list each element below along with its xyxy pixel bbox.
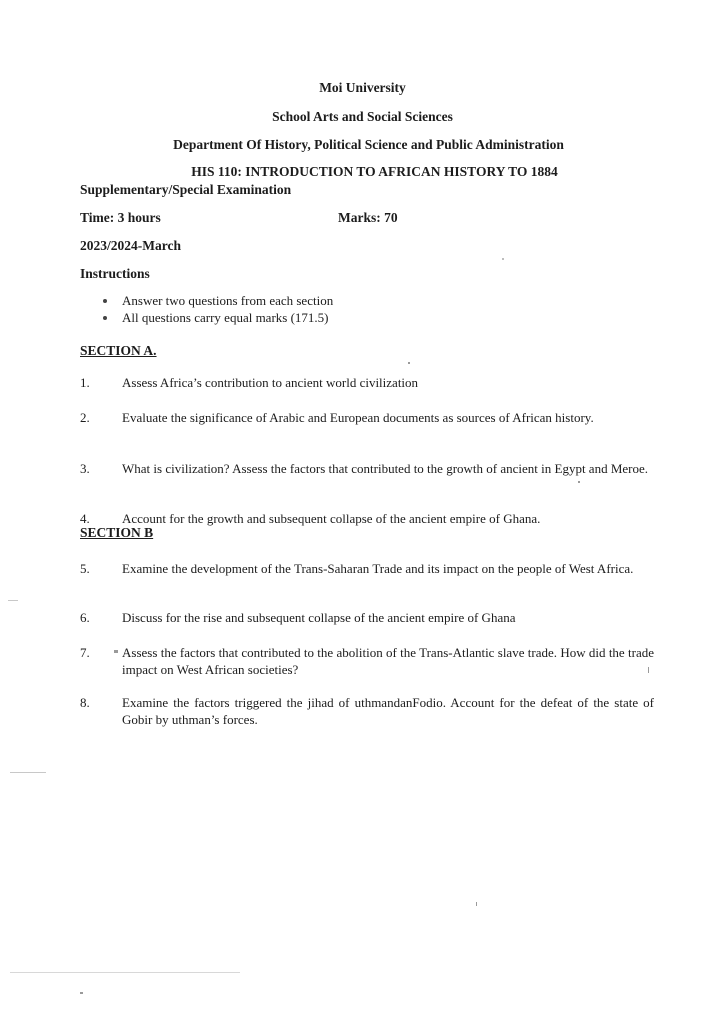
question-text: Evaluate the significance of Arabic and European documents as sources of African history.	[122, 410, 594, 425]
scan-speck	[10, 972, 240, 973]
scan-speck	[10, 772, 46, 773]
exam-time: Time: 3 hours	[80, 210, 161, 225]
exam-period: 2023/2024-March	[80, 238, 181, 253]
school-name: School Arts and Social Sciences	[272, 109, 453, 124]
instruction-item: All questions carry equal marks (171.5)	[100, 309, 333, 326]
section-b-title: SECTION B	[80, 525, 154, 540]
question-number: 3.	[80, 461, 90, 476]
scan-speck	[114, 650, 118, 653]
exam-type: Supplementary/Special Examination	[80, 182, 292, 197]
scan-speck	[578, 481, 580, 483]
question-number: 2.	[80, 410, 90, 425]
question-number: 5.	[80, 561, 90, 576]
university-name: Moi University	[319, 80, 406, 95]
question-number: 4.	[80, 511, 90, 526]
department-name: Department Of History, Political Science and Public Administration	[173, 137, 564, 152]
question-text: Examine the factors triggered the jihad of uthmandanFodio. Account for the defeat of the state of Gobir by uthman’s forces.	[122, 695, 654, 727]
instruction-item: Answer two questions from each section	[100, 292, 333, 309]
question-text: Assess Africa’s contribution to ancient world civilization	[122, 375, 419, 390]
scan-speck	[476, 902, 477, 906]
question-text: Account for the growth and subsequent collapse of the ancient empire of Ghana.	[122, 511, 541, 526]
scan-speck	[8, 600, 18, 601]
question-number: 8.	[80, 695, 90, 710]
scan-speck	[648, 667, 649, 673]
course-title: HIS 110: INTRODUCTION TO AFRICAN HISTORY TO 1884	[191, 164, 558, 179]
question-text: What is civilization? Assess the factors that contributed to the growth of ancient in Egypt and Meroe.	[122, 461, 648, 476]
instructions-list	[100, 292, 333, 326]
instructions-title: Instructions	[80, 266, 150, 281]
question-number: 1.	[80, 375, 90, 390]
scan-speck	[502, 258, 504, 260]
question-number: 7.	[80, 645, 90, 660]
section-a-title: SECTION A.	[80, 343, 157, 358]
scan-speck	[408, 362, 410, 364]
question-text: Discuss for the rise and subsequent collapse of the ancient empire of Ghana	[122, 610, 516, 625]
exam-marks: Marks: 70	[338, 210, 398, 225]
question-number: 6.	[80, 610, 90, 625]
question-text: Assess the factors that contributed to the abolition of the Trans-Atlantic slave trade. How did the trade impact on West African societies?	[122, 645, 654, 677]
scan-speck	[80, 992, 83, 994]
question-text: Examine the development of the Trans-Saharan Trade and its impact on the people of West Africa.	[122, 561, 634, 576]
